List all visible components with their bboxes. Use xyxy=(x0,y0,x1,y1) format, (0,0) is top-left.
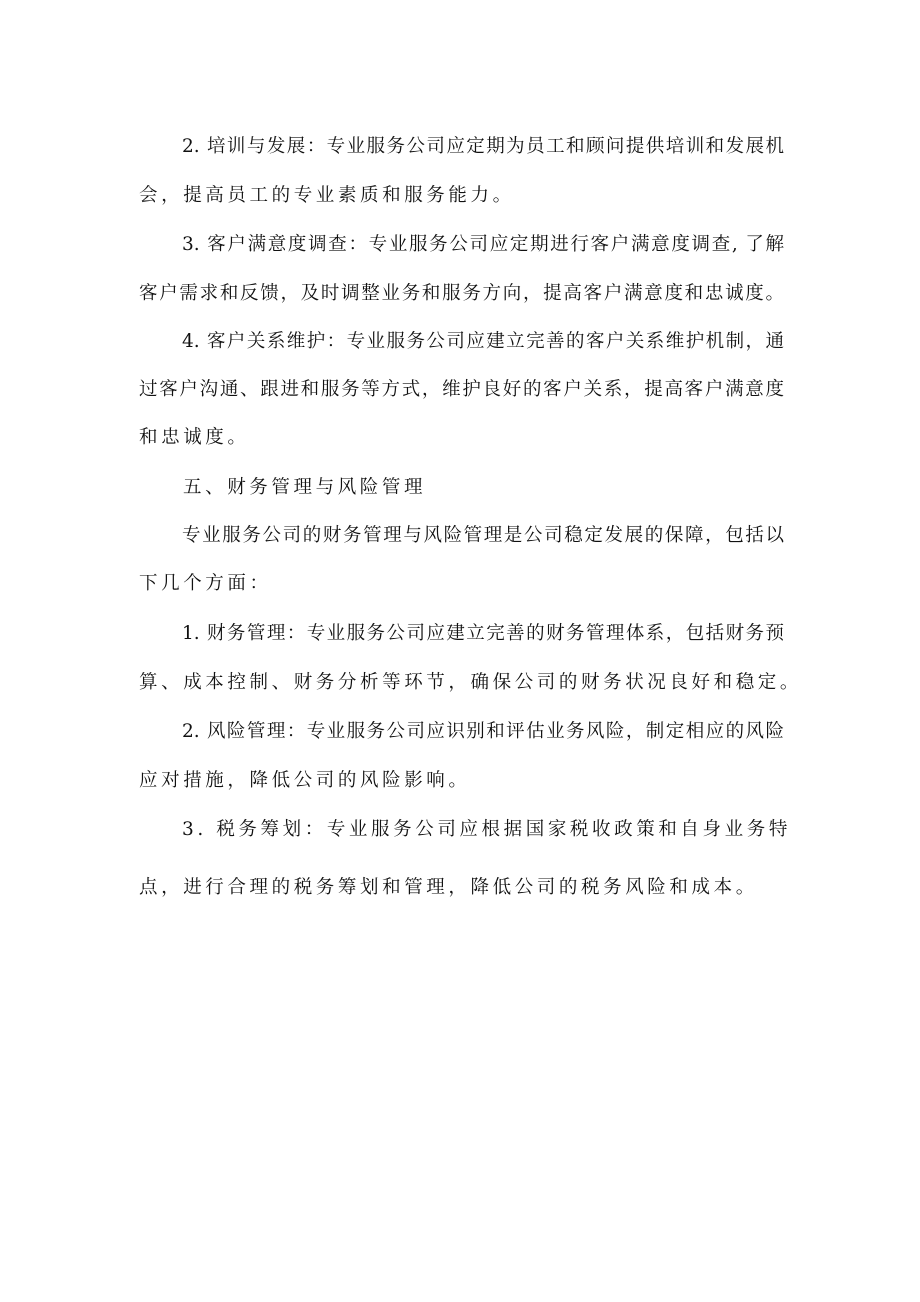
paragraph-line: 2. 培训与发展：专业服务公司应定期为员工和顾问提供培训和发展机 xyxy=(182,136,784,157)
paragraph-line: 3. 税务筹划：专业服务公司应根据国家税收政策和自身业务特 xyxy=(182,819,791,840)
paragraph-line: 点，进行合理的税务筹划和管理，降低公司的税务风险和成本。 xyxy=(139,877,758,898)
paragraph-line: 专业服务公司的财务管理与风险管理是公司稳定发展的保障，包括以 xyxy=(182,525,784,546)
paragraph-line: 会，提高员工的专业素质和服务能力。 xyxy=(139,185,515,206)
paragraph-line: 客户需求和反馈，及时调整业务和服务方向，提高客户满意度和忠诚度。 xyxy=(139,283,784,304)
paragraph-line: 2. 风险管理：专业服务公司应识别和评估业务风险，制定相应的风险 xyxy=(182,721,784,742)
paragraph-line: 应对措施，降低公司的风险影响。 xyxy=(139,770,471,791)
paragraph-line: 下几个方面： xyxy=(139,573,272,594)
section-heading: 五、财务管理与风险管理 xyxy=(183,477,427,498)
paragraph-line: 1. 财务管理：专业服务公司应建立完善的财务管理体系，包括财务预 xyxy=(182,623,784,644)
paragraph-line: 3. 客户满意度调查：专业服务公司应定期进行客户满意度调查, 了解 xyxy=(182,234,784,255)
paragraph-line: 4. 客户关系维护：专业服务公司应建立完善的客户关系维护机制，通 xyxy=(182,331,784,352)
paragraph-line: 过客户沟通、跟进和服务等方式，维护良好的客户关系，提高客户满意度 xyxy=(139,379,784,400)
paragraph-line: 算、成本控制、财务分析等环节，确保公司的财务状况良好和稳定。 xyxy=(139,672,803,693)
paragraph-line: 和忠诚度。 xyxy=(139,427,250,448)
